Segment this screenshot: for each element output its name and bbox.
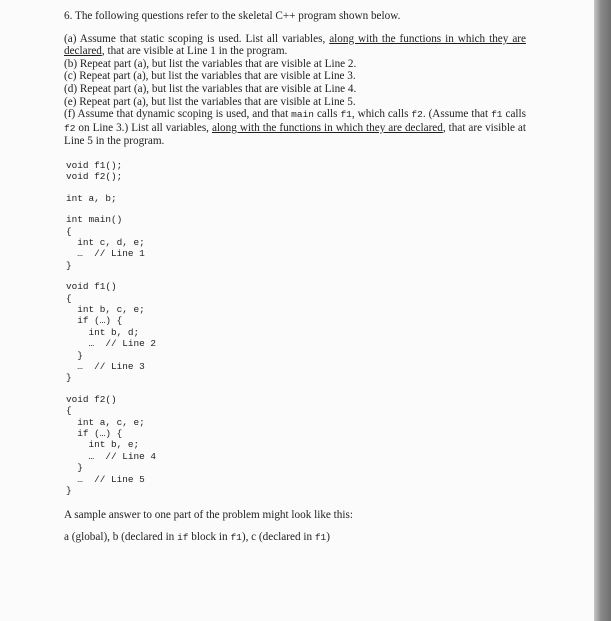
code-line: … // Line 4 <box>66 450 157 462</box>
sample-answer <box>64 531 526 545</box>
sample-f1-a: f1 <box>230 532 242 544</box>
code-line: } <box>66 462 83 474</box>
part-f <box>64 108 526 148</box>
code-line: int a, b; <box>66 192 117 204</box>
part-f-text-5: on Line 3.) List all variables, <box>75 121 212 134</box>
code-line: } <box>66 372 72 384</box>
question-title: 6. The following questions refer to the skeletal C++ program shown below. <box>64 10 401 22</box>
code-line: { <box>66 225 72 237</box>
code-line: int b, e; <box>66 439 140 451</box>
part-f-main: main <box>291 109 314 121</box>
code-line: void f1(); <box>66 159 123 171</box>
sample-text-4: ) <box>326 531 330 544</box>
code-line: int b, c, e; <box>66 304 145 315</box>
sample-intro: A sample answer to one part of the problem might look like this: <box>64 508 353 521</box>
sample-text-3: ), c (declared in <box>241 531 315 544</box>
part-f-underlined: along with the functions in which they are declared <box>211 121 443 134</box>
part-f-f2b: f2 <box>64 122 76 134</box>
code-line: int c, d, e; <box>66 236 145 248</box>
part-f-f1b: f1 <box>491 109 503 121</box>
code-line: } <box>66 485 72 497</box>
code-line: … // Line 2 <box>66 338 157 350</box>
part-a-tail: , that are visible at Line 1 in the program. <box>101 45 288 58</box>
sample-if: if <box>177 532 189 544</box>
code-line: … // Line 1 <box>66 248 145 260</box>
part-f-text-1: calls <box>313 108 341 121</box>
part-f-text-4: calls <box>502 108 526 121</box>
code-line: int main() <box>66 214 123 226</box>
code-line: void f1() <box>66 281 117 293</box>
part-f-text-2: , which calls <box>351 108 412 121</box>
part-f-tail: , that are visible at Line 5 in the program. <box>64 121 526 148</box>
sample-text-1: a (global), b (declared in <box>64 531 178 544</box>
question-content <box>64 10 526 545</box>
part-d: (d) Repeat part (a), but list the variables that are visible at Line 4. <box>64 82 357 95</box>
sample-f1-b: f1 <box>314 532 327 544</box>
page-edge-shadow <box>594 0 611 621</box>
part-f-lead: (f) Assume that dynamic scoping is used, and that <box>64 108 292 121</box>
code-listing <box>66 160 526 497</box>
code-line: int a, c, e; <box>66 416 145 428</box>
part-f-f2: f2 <box>411 109 423 121</box>
part-b: (b) Repeat part (a), but list the variables that are visible at Line 2. <box>64 57 357 70</box>
code-line: } <box>66 349 83 361</box>
code-line: void f2() <box>66 393 117 405</box>
code-line: if (…) { <box>66 428 123 440</box>
part-f-f1: f1 <box>340 109 352 121</box>
code-line: … // Line 3 <box>66 361 145 373</box>
code-line: int b, d; <box>66 326 140 338</box>
code-line: void f2(); <box>66 171 123 183</box>
sample-text-2: block in <box>188 531 231 544</box>
part-f-text-3: . (Assume that <box>422 108 492 121</box>
part-a-lead: (a) Assume that static scoping is used. List all variables, <box>64 32 330 45</box>
part-c: (c) Repeat part (a), but list the variables that are visible at Line 3. <box>64 70 356 83</box>
code-line: } <box>66 259 72 271</box>
code-line: { <box>66 405 72 417</box>
code-line: … // Line 5 <box>66 473 145 485</box>
part-a-underlined: along with the functions in which they are declared <box>64 32 526 58</box>
code-line: if (…) { <box>66 315 123 327</box>
code-line: { <box>66 292 72 304</box>
part-e: (e) Repeat part (a), but list the variables that are visible at Line 5. <box>64 95 356 108</box>
part-a <box>64 33 526 58</box>
